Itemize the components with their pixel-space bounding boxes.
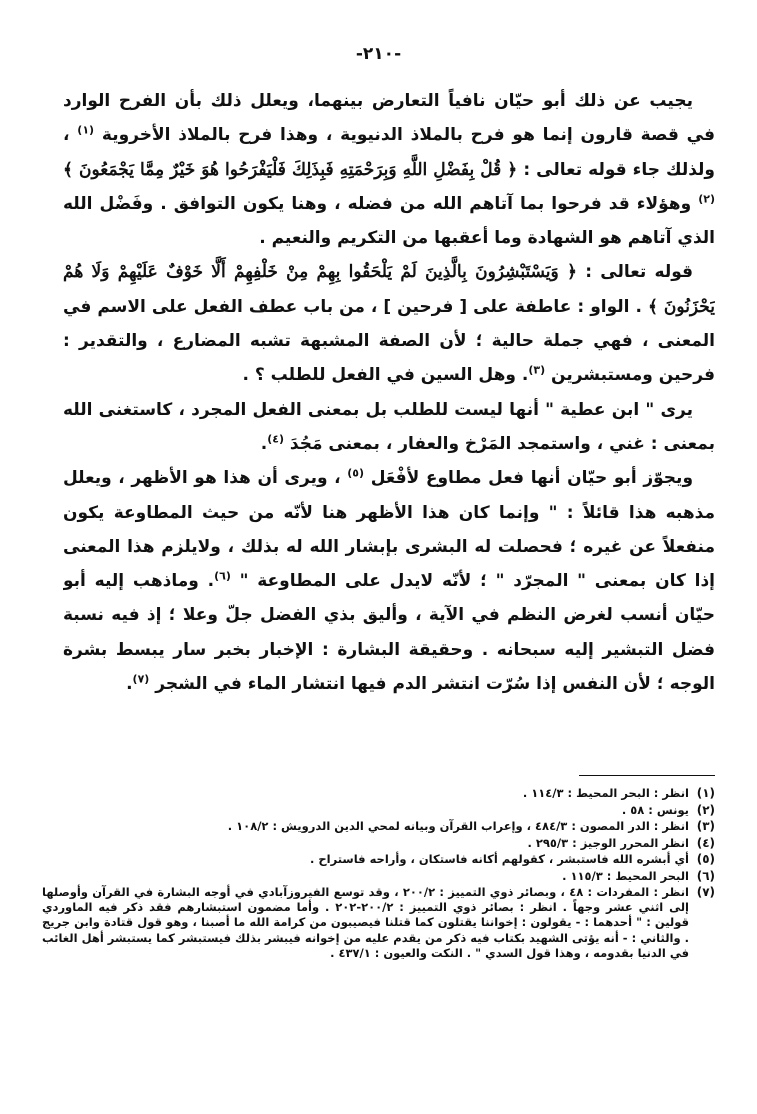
- paragraph: [63, 461, 715, 701]
- paragraph-text: . الواو : عاطفة على [ فرحين ] ، من باب عطف الفعل على الاسم في المعنى ، فهي جملة حالية ؛ لأن الصفة المشبهة تشبه المضارع ، والتقدير : فرحين ومستبشرين: [63, 296, 715, 386]
- footnote-number: (١): [696, 786, 715, 800]
- footnote-number: (٧): [696, 885, 715, 899]
- paragraph-text: . وماذهب إليه أبو حيّان أنسب لغرض النظم في الآية ، وأليق بذي الفضل جلّ وعلا ؛ إذ فيه نسبة فضل التبشير إليه سبحانه . وحقيقة البشارة : الإخبار بخبر سار يبسط بشرة الوجه ؛ لأن النفس إذا سُرّت انتشر الدم فيها انتشار الماء في الشجر: [63, 571, 715, 695]
- paragraph-text: قوله تعالى :: [585, 262, 694, 283]
- footnote-number: (٥): [696, 852, 715, 866]
- footnote-text: انظر المحرر الوجيز : ٢٩٥/٣ .: [527, 835, 689, 850]
- footnote-item: [42, 803, 715, 818]
- quran-verse: ﴿ قُلْ بِفَضْلِ اللَّهِ وَبِرَحْمَتِهِ فَبِذَلِكَ فَلْيَفْرَحُوا هُوَ خَيْرٌ مِمَّا يَجْمَعُونَ ﴾: [63, 159, 518, 180]
- quran-verse: ﴿ وَيَسْتَبْشِرُونَ بِالَّذِينَ لَمْ يَلْحَقُوا بِهِمْ مِنْ خَلْفِهِمْ أَلَّا خَوْفٌ عَلَيْهِمْ وَلَا هُمْ يَحْزَنُونَ ﴾: [63, 262, 715, 317]
- paragraph-text: .: [126, 674, 133, 695]
- footnote-number: (٣): [696, 819, 715, 833]
- main-text: [63, 84, 715, 774]
- footnote-text: يونس : ٥٨ .: [621, 802, 689, 817]
- footnote-number: (٦): [696, 868, 715, 883]
- footnote-ref: (١): [77, 123, 95, 137]
- paragraph-text: .: [260, 433, 268, 454]
- footnote-item: [42, 885, 715, 961]
- footnote-number: (٢): [696, 802, 715, 817]
- paragraph-text: يرى " ابن عطية " أنها ليست للطلب بل بمعنى الفعل المجرد ، كاستغنى الله بمعنى : غني ، واستمجد المَرْخ والعفار ، بمعنى مَجُدَ: [63, 399, 715, 454]
- paragraph-text: ، ويرى أن هذا هو الأظهر ، ويعلل مذهبه هذا قائلاً : " وإنما كان هذا الأظهر هنا لأنّه من حيث المطاوعة يكون منفعلاً عن غيره ؛ فحصلت له البشرى بإبشار الله له بذلك ، ولايلزم هذا المعنى إذا كان بمعنى " المجرّد " ؛ لأنّه لايدل على المطاوعة ": [63, 468, 715, 592]
- footnote-number: (٤): [696, 835, 715, 850]
- paragraph: [63, 84, 715, 255]
- footnote-ref: (٢): [698, 192, 715, 206]
- footnote-item: [42, 836, 715, 851]
- footnote-text: انظر : الدر المصون : ٤٨٤/٣ ، وإعراب القرآن وبيانه لمحي الدين الدرويش : ١٠٨/٢ .: [227, 819, 689, 833]
- paragraph-text: ، ولذلك جاء قوله تعالى :: [63, 125, 715, 180]
- footnote-ref: (٤): [267, 432, 284, 446]
- footnote-ref: (٧): [132, 672, 150, 686]
- paragraph-text: يجيب عن ذلك أبو حيّان نافياً التعارض بينهما، ويعلل ذلك بأن الفرح الوارد في قصة قارون إنما هو فرح بالملاذ الدنيوية ، وهذا فرح بالملاذ الأخروية: [63, 91, 715, 146]
- page-number: -٢١٠-: [355, 44, 402, 64]
- footnote-item: [42, 819, 715, 834]
- paragraph: [63, 255, 715, 392]
- footnote-text: أي أبشره الله فاستبشر ، كقولهم أكانه فاستكان ، وأراحه فاستراح .: [309, 852, 689, 866]
- paragraph-text: وهؤلاء قد فرحوا بما آتاهم الله من فضله ، وهنا يكون التوافق . وفَضْل الله الذي آتاهم هو الشهادة وما أعقبها من التكريم والنعيم .: [63, 193, 715, 249]
- footnote-item: [42, 786, 715, 801]
- paragraph: [63, 393, 715, 462]
- footnote-item: [42, 869, 715, 884]
- footnote-ref: (٣): [528, 363, 546, 377]
- paragraph-text: ويجوّز أبو حيّان أنها فعل مطاوع لأفْعَل: [370, 468, 694, 489]
- footnote-text: انظر : البحر المحيط : ١١٤/٣ .: [522, 786, 689, 800]
- footnotes: [42, 786, 715, 1111]
- footnote-ref: (٥): [347, 466, 365, 480]
- footnote-ref: (٦): [214, 569, 231, 583]
- paragraph-text: . وهل السين في الفعل للطلب ؟ .: [242, 365, 529, 386]
- footnote-text: انظر : المفردات : ٤٨ ، وبصائر ذوي التمييز : ٢٠٠/٢ ، وقد توسع الفيروزآبادي في أوجه البشارة في القرآن وأوصلها إلى اثني عشر وجهاً . انظر : بصائر ذوي التمييز : ٢٠٠/٢-٢٠٢ . وأما مضمون استبشارهم فقد ذكر فيه الماوردي قولين : " أحدهما : - يقولون : إخواننا يقتلون كما قتلنا فيصيبون من كرامة الله ما أصبنا ، وهو قول قتادة وابن جريج . والثاني : - أنه يؤتى الشهيد بكتاب فيه ذكر من يقدم عليه من إخوانه فيبشر بذلك فيستبشر كما يستبشر أهل الغائب في الدنيا بقدومه ، وهذا قول السدي " . النكت والعيون : ٤٣٧/١ .: [42, 885, 689, 960]
- footnote-text: البحر المحيط : ١١٥/٣ .: [562, 868, 689, 883]
- footnote-separator: [579, 775, 715, 776]
- footnote-item: [42, 852, 715, 867]
